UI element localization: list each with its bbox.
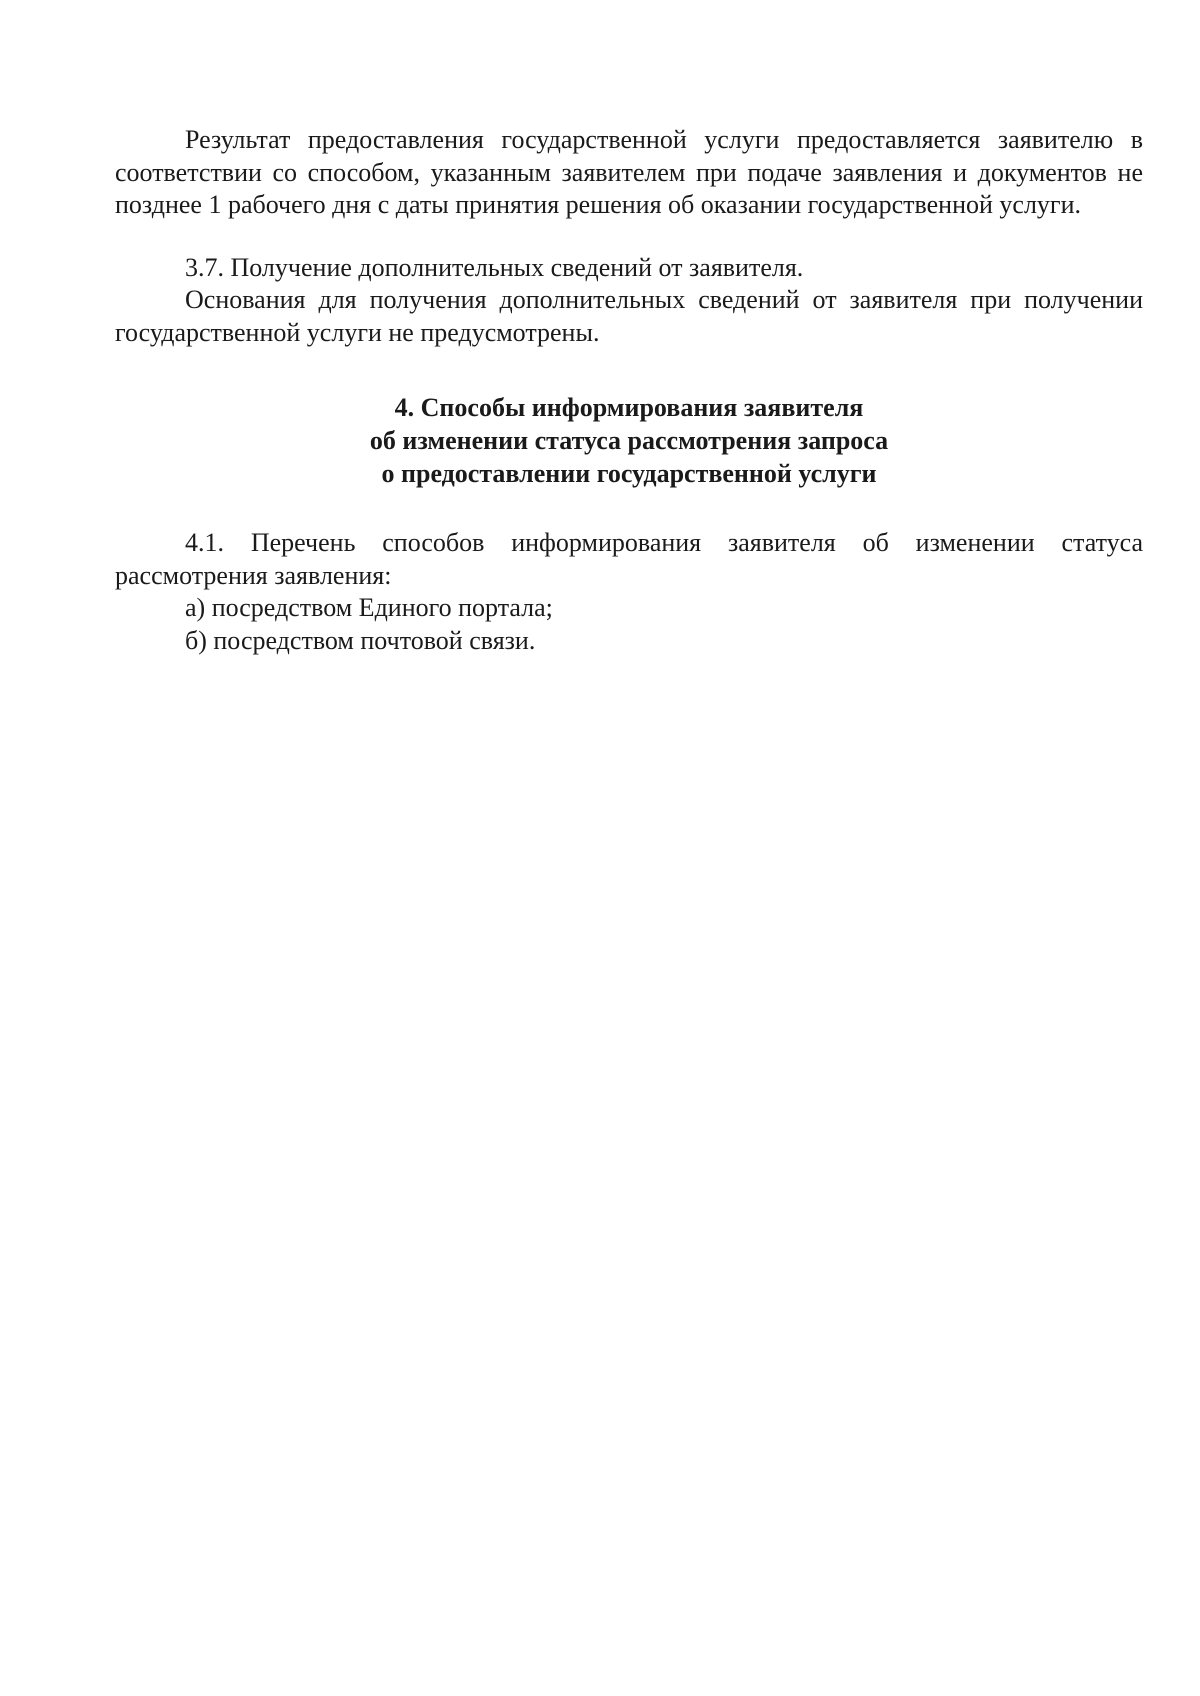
section-4-heading-line-3: о предоставлении государственной услуги xyxy=(381,459,877,488)
spacer xyxy=(115,349,1143,391)
section-3-7-body: Основания для получения дополнительных сведений от заявителя при получении государственной услуги не предусмотрены. xyxy=(115,285,1143,347)
document-body xyxy=(115,124,1143,657)
section-4-heading-line-2: об изменении статуса рассмотрения запроса xyxy=(369,426,889,455)
spacer xyxy=(115,222,1143,252)
paragraph-result: Результат предоставления государственной услуги предоставляется заявителю в соответствии со способом, указанным заявителем при подаче заявления и документов не позднее 1 рабочего дня с даты принятия решения об оказании государственной услуги. xyxy=(115,125,1143,219)
section-4-1-text: 4.1. Перечень способов информирования заявителя об изменении статуса рассмотрения заявления: xyxy=(115,528,1143,590)
spacer xyxy=(115,490,1143,527)
list-item: б) посредством почтовой связи. xyxy=(185,625,536,655)
list-item: а) посредством Единого портала; xyxy=(185,593,553,622)
section-3-7-title: 3.7. Получение дополнительных сведений от заявителя. xyxy=(185,252,804,282)
section-4-heading-line-1: 4. Способы информирования заявителя xyxy=(394,393,864,422)
section-4-heading xyxy=(115,391,1143,490)
